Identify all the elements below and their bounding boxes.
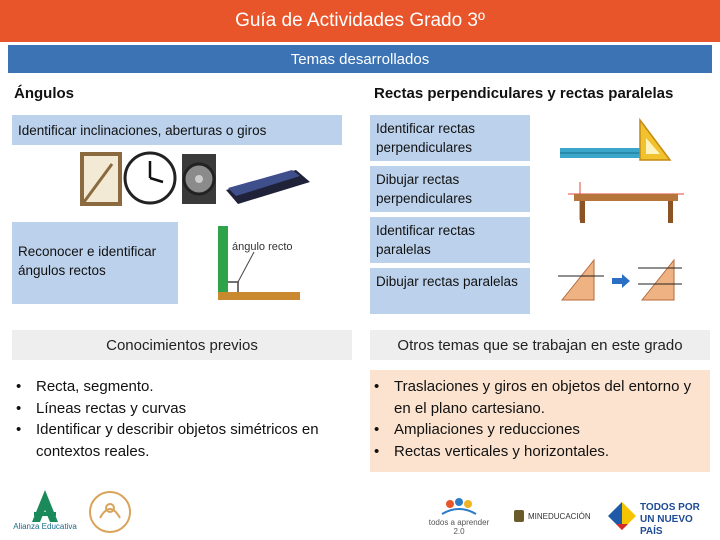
alianza-educativa-logo — [6, 488, 84, 536]
right-angle-illustration — [204, 222, 304, 304]
alianza-educativa-logo-text: Alianza Educativa — [13, 522, 77, 531]
nuevo-pais-logo-text: TODOS POR UN NUEVO PAÍS — [640, 502, 700, 537]
list-item: • Ampliaciones y reducciones — [370, 419, 710, 441]
otros-list-box — [370, 370, 710, 472]
page-header — [0, 0, 720, 42]
nuevo-pais-logo — [604, 496, 716, 536]
rectas-item-identificar-paralelas: Identificar rectas paralelas — [370, 217, 530, 263]
conocimientos-list-box — [12, 370, 357, 472]
horizontal-bar — [218, 292, 300, 300]
otros-title: Otros temas que se trabajan en este grado — [370, 330, 710, 360]
laptop-icon — [226, 170, 310, 204]
ruler-square-illustration — [556, 116, 682, 164]
section-banner-title: Temas desarrollados — [290, 50, 430, 68]
window-icon — [82, 154, 120, 204]
clock-icon — [125, 153, 175, 203]
list-item: • Líneas rectas y curvas — [12, 398, 357, 420]
seal-logo — [88, 490, 132, 534]
vertical-bar — [218, 226, 228, 298]
list-item: • Identificar y describir objetos simétricos en contextos reales. — [12, 419, 357, 462]
rectas-item-dibujar-perpendiculares: Dibujar rectas perpendiculares — [370, 166, 530, 212]
shield-icon — [514, 510, 524, 522]
rectas-title: Rectas perpendiculares y rectas paralelas — [374, 85, 674, 102]
section-banner — [8, 45, 712, 73]
table-illustration — [566, 180, 686, 224]
angle-label: ángulo recto — [232, 241, 293, 253]
mineducacion-logo — [514, 508, 598, 524]
conocimientos-title: Conocimientos previos — [12, 330, 352, 360]
list-item: • Traslaciones y giros en objetos del entorno y en el plano cartesiano. — [370, 376, 710, 419]
list-item: • Recta, segmento. — [12, 376, 357, 398]
rectas-item-identificar-perpendiculares: Identificar rectas perpendiculares — [370, 115, 530, 161]
parallel-construction-illustration — [556, 256, 686, 302]
otros-list — [370, 376, 710, 462]
angle-objects-illustration — [78, 150, 338, 208]
conocimientos-list — [12, 376, 357, 462]
rectas-item-dibujar-paralelas: Dibujar rectas paralelas — [370, 268, 530, 314]
mineducacion-logo-text: MINEDUCACIÓN — [528, 511, 591, 521]
todos-a-aprender-logo — [424, 496, 494, 536]
angulos-item-inclinaciones: Identificar inclinaciones, aberturas o giros — [12, 115, 342, 145]
todos-a-aprender-logo-text: todos a aprender 2.0 — [428, 518, 490, 536]
angulos-item-rectos: Reconocer e identificar ángulos rectos — [12, 222, 178, 304]
angulos-title: Ángulos — [14, 85, 74, 102]
wheel-icon — [182, 154, 216, 204]
list-item: • Rectas verticales y horizontales. — [370, 441, 710, 463]
page-title: Guía de Actividades Grado 3º — [235, 10, 485, 31]
